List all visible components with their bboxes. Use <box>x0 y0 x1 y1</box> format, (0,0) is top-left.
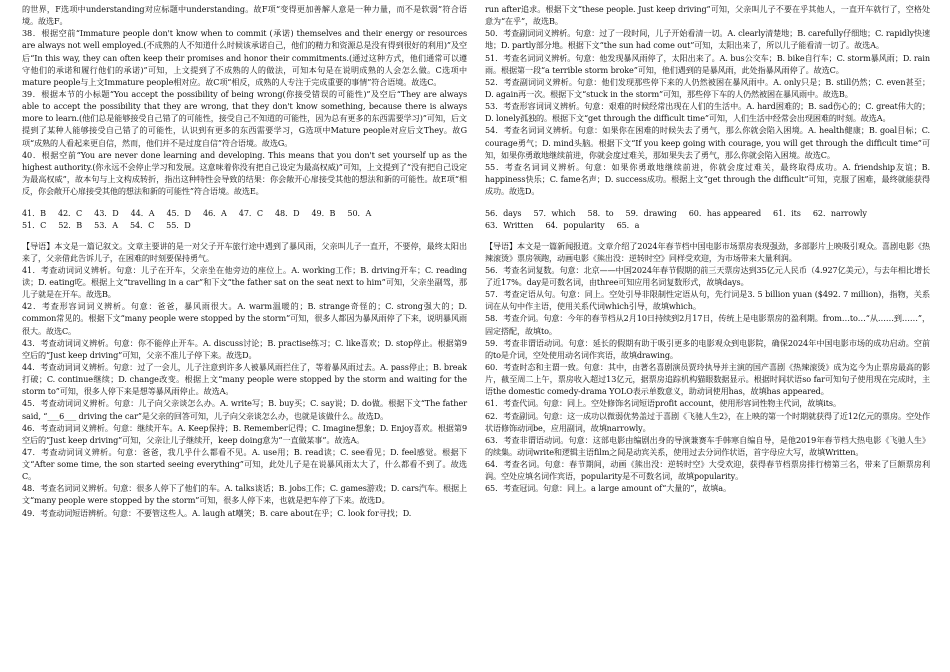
intro-paragraph: 【导语】本文是一篇记叙文。文章主要讲的是一对父子开车旅行途中遇到了暴风雨，父亲叫儿子一直开，不要停，最终太阳出来了，父亲借此告诉儿子，在困难的时刻要保持勇气。 <box>22 240 467 263</box>
answer-item: 62．narrowly <box>812 208 867 219</box>
answer-item: 56．days <box>485 208 522 219</box>
paragraph: 57．考查定语从句。句意：同上。空处引导非限制性定语从句，先行词是3. 5 billion yuan ($492. 7 million)，指物，关系词在从句中作主语，使用关系代词which引导，故填which。 <box>485 289 930 312</box>
answer-item: 61．its <box>773 208 801 219</box>
answer-item: 49．B <box>311 208 336 219</box>
right-column <box>485 3 930 494</box>
answer-item: 53．A <box>94 220 118 231</box>
paragraph: 40．根据空前“You are never done learning and developing. This means that you don't set yourself up as the highest authority.(你永远不会停止学习和发展。这意味着你没有把自己设定为最高权威)”可知，上文提到了“没有把自己设定为最高权威”，故本句与上文构成转折，指出这种特性会导致的结果：你会敞开心扉接受其他的想法和新的可能性。故E项“相反，你会敞开心扉接受其他的想法和新的可能性”符合语境。故选E。 <box>22 149 467 197</box>
answer-item: 42．C <box>57 208 83 219</box>
paragraph: 50．考查副词词义辨析。句意：过了一段时间，儿子开始看清一切。A. clearly清楚地；B. carefully仔细地；C. rapidly快速地；D. partly部分地。根据下文“the sun had come out”可知，太阳出来了，所以儿子能看清一切了。故选A。 <box>485 28 930 51</box>
paragraph: 51．考查名词词义辨析。句意：他发现暴风雨停了，太阳出来了。A. bus公交车；B. bike自行车；C. storm暴风雨；D. rain雨。根据第一段“a terrible storm broke”可知，他们遇到的是暴风雨，此处指暴风雨停了。故选C。 <box>485 52 930 75</box>
answer-item: 63．Written <box>485 220 534 231</box>
answer-item: 54．C <box>129 220 155 231</box>
answer-item: 48．D <box>274 208 300 219</box>
paragraph: 56．考查名词复数。句意：北京——中国2024年春节假期的前三天票房达到35亿元人民币（4.927亿美元），与去年相比增长了近17%。day是可数名词，由three可知应用名词复数形式，故填days。 <box>485 264 930 287</box>
answer-item: 44．A <box>130 208 155 219</box>
answer-row <box>485 207 930 231</box>
paragraph: 46．考查动词词义辨析。句意：继续开车。A. Keep保持；B. Remember记得；C. Imagine想象；D. Enjoy喜欢。根据第9空后的“Just keep driving”可知，父亲让儿子继续开，keep doing意为“一直做某事”。故选A。 <box>22 422 467 445</box>
paragraph: 的世界，F选项中understanding对应标题中understanding。故F项“变得更加善解人意是一种力量，而不是软弱”符合语境。故选F。 <box>22 4 467 27</box>
paragraph: 61．考查代词。句意：同上。空处修饰名词短语profit account，使用形容词性物主代词，故填its。 <box>485 398 841 409</box>
answer-item: 60．has appeared <box>688 208 762 219</box>
paragraph: 54．考查名词词义辨析。句意：如果你在困难的时候失去了勇气，那么你就会陷入困境。A. health健康；B. goal目标；C. courage勇气；D. mind头脑。根据下文“If you keep going with courage, you will get through the difficult time”可知，如果你勇敢地继续前进，你就会度过难关，那如果失去了勇气，那么你就会陷入困境。故选C。 <box>485 125 930 160</box>
answer-item: 41．B <box>22 208 46 219</box>
paragraph: run after追求。根据下文“these people. Just keep driving”可知，父亲叫儿子不要在乎其他人，一直开车就行了，空格处意为“在乎”，故选B。 <box>485 4 930 27</box>
answer-item: 59．drawing <box>625 208 677 219</box>
intro-paragraph: 【导语】本文是一篇新闻报道。文章介绍了2024年春节档中国电影市场票房表现强劲，多部影片上映吸引观众。喜剧电影《热辣滚烫》票房领跑，动画电影《熊出没：逆转时空》同样受欢迎，为市场带来大量利润。 <box>485 240 930 263</box>
answer-item: 65．a <box>616 220 640 231</box>
paragraph: 49．考查动词短语辨析。句意：不要管这些人。A. laugh at嘲笑；B. care about在乎；C. look for寻找；D. <box>22 507 412 518</box>
paragraph: 63．考查非谓语动词。句意：这部电影由编剧出身的导演兼赛车手韩寒自编自导，是他2019年春节档大热电影《飞驰人生》的续集。动词write和逻辑主语film之间是动宾关系，使用过去分词作状语，首字母应大写，故填Written。 <box>485 434 930 457</box>
paragraph: 55．考查名词词义辨析。句意：如果你勇敢地继续前进，你就会度过难关，最终取得成功。A. friendship友谊；B. happiness快乐；C. fame名声；D. success成功。根据上文“get through the difficult”可知，克服了困难，最终就能获得成功。故选D。 <box>485 161 930 197</box>
paragraph: 58．考查介词。句意：今年的春节档从2月10日持续到2月17日，传统上是电影票房的盈利期。from…to…“从……到……”，固定搭配，故填to。 <box>485 313 930 336</box>
left-column <box>22 3 467 519</box>
answer-item: 55．D <box>166 220 191 231</box>
paragraph: 42．考查形容词词义辨析。句意：爸爸，暴风雨很大。A. warm温暖的；B. strange奇怪的；C. strong强大的；D. common常见的。根据下文“many people were stopped by the storm”可知，很多人都因为暴风雨停了下来，说明暴风雨很大。故选C。 <box>22 301 467 336</box>
paragraph: 39．根据本节的小标题“You accept the possibility of being wrong(你接受错误的可能性)”及空后“They are always able to accept the possibility that they are wrong, that they don't know something, because there is always more to learn.(他们总是能够接受自己错了的可能性，接受自己不知道的可能性，因为总有更多的东西需要学习)”可知，后文提到了某种人能够接受自己错了的可能性，认识到有更多的东西需要学习，G选项中Mature people对应后文They。故G项“成熟的人看起来更自信，然而，他们并不是过度自信”符合语境。故选G。 <box>22 88 467 148</box>
answer-item: 51．C <box>22 220 47 231</box>
paragraph: 52．考查副词词义辨析。句意：他们发现那些停下来的人仍然被困在暴风雨中。A. only只是；B. still仍然；C. even甚至；D. again再一次。根据下文“stuck in the storm”可知，那些停下车的人仍然被困在暴风雨中。故选B。 <box>485 76 930 99</box>
paragraph: 41．考查动词词义辨析。句意：儿子在开车，父亲坐在他旁边的座位上。A. working工作；B. driving开车；C. reading读；D. eating吃。根据上文“travelling in a car”和下文“the father sat on the seat next to him”可知，父亲坐副驾，那儿子就是在开车。故选B。 <box>22 264 467 300</box>
answer-item: 57．which <box>533 208 576 219</box>
paragraph: 45．考查动词词义辨析。句意：儿子向父亲谈怎么办。A. write写；B. buy买；C. say说；D. do做。根据下文“The father said, “___6___ driving the car”是父亲的回答可知，儿子向父亲谈怎么办，也就是该做什么。故选D。 <box>22 398 467 421</box>
paragraph: 48．考查名词词义辨析。句意：很多人停下了他们的车。A. talks谈话；B. jobs工作；C. games游戏；D. cars汽车。根据上文“many people were stopped by the storm”可知，很多人停下来，也就是把车停了下来。故选D。 <box>22 483 467 506</box>
paragraph: 65．考查冠词。句意：同上。a large amount of“大量的”，故填a。 <box>485 483 731 494</box>
paragraph: 38．根据空前“Immature people don't know when to commit (承诺) themselves and their energy or resources are always not well employed.(不成熟的人不知道什么时候该承诺自己，他们的精力和资源总是没有得到很好的利用)”及空后“In this way, they can often keep their promises and honor their commitments.(通过这种方式，他们通常可以遵守他们的承诺和履行他们的承诺)”可知，上文提到了不成熟的人的做法，可知本句是在说明成熟的人会怎么做。C选项中mature people与上文Immature people相对应。故C项“相反，成熟的人专注于完成重要的事情”符合语境。故选C。 <box>22 28 467 87</box>
grammar-explanations-block <box>485 240 930 495</box>
answer-item: 46．A <box>202 208 227 219</box>
answer-item: 43．D <box>94 208 119 219</box>
paragraph: 59．考查非谓语动词。句意：延长的假期有助于吸引更多的电影观众到电影院，确保2024年中国电影市场的成功启动。空前的to是介词，空处使用动名词作宾语，故填drawing。 <box>485 337 930 360</box>
paragraph: 62．考查副词。句意：这一成功以微弱优势盖过于喜剧《飞驰人生2》，在上映的第一个时期就获得了近12亿元的票房。空处作状语修饰动词be，应用副词，故填narrowly。 <box>485 410 930 433</box>
paragraph: 60．考查时态和主谓一致。句意：其中，由著名喜剧演员贾玲执导并主演的国产喜剧《热辣滚烫》成为迄今为止票房最高的影片，截至周二上午，票房收入超过13亿元，据票房追踪机构猫眼数据显示。根据时间状语so far可知句子使用现在完成时，主语the domestic comedy-drama YOLO表示单数意义，助动词使用has，故填has appeared。 <box>485 361 930 397</box>
paragraph: 53．考查形容词词义辨析。句意：艰难的时候经常出现在人们的生活中。A. hard困难的；B. sad伤心的；C. great伟大的；D. lonely孤独的。根据下文“get through the difficult time”可知，人们生活中经常会出现困难的时刻。故选A。 <box>485 101 930 124</box>
paragraph: 47．考查动词词义辨析。句意：爸爸，我几乎什么都看不见。A. use用；B. read读；C. see看见；D. feel感觉。根据下文“After some time, the son started seeing everything”可知，此处儿子是在说暴风雨太大了，什么都看不到了。故选C。 <box>22 446 467 482</box>
answer-key-56-65 <box>485 207 930 231</box>
answer-item: 52．B <box>58 220 83 231</box>
cloze-explanations-block <box>22 240 467 519</box>
paragraph: 44．考查动词词义辨析。句意：过了一会儿，儿子注意到许多人被暴风雨拦住了，等着暴风雨过去。A. pass停止；B. break打破；C. continue继续；D. change改变。根据上文“many people were stopped by the storm and waiting for the storm to”可知，很多人停下来是想等暴风雨停止。故选A。 <box>22 361 467 397</box>
answer-item: 64．popularity <box>545 220 605 231</box>
answer-item: 45．D <box>166 208 191 219</box>
paragraph: 43．考查动词词义辨析。句意：你不能停止开车。A. discuss讨论；B. practise练习；C. like喜欢；D. stop停止。根据第9空后的“Just keep driving”可知，父亲不准儿子停下来。故选D。 <box>22 337 467 360</box>
answer-row <box>22 207 467 219</box>
answer-item: 58．to <box>587 208 614 219</box>
answer-row <box>22 219 467 231</box>
answer-item: 50．A <box>347 208 372 219</box>
paragraph: 64．考查名词。句意：春节期间，动画《熊出没：逆转时空》大受欢迎，获得春节档票房排行榜第三名，带来了巨额票房利润。空处应填名词作宾语，popularity是不可数名词，故填popularity。 <box>485 459 930 482</box>
answer-key-41-55 <box>22 207 467 231</box>
left-explanations-block <box>22 3 467 197</box>
answer-item: 47．C <box>238 208 263 219</box>
right-explanations-block <box>485 3 930 197</box>
